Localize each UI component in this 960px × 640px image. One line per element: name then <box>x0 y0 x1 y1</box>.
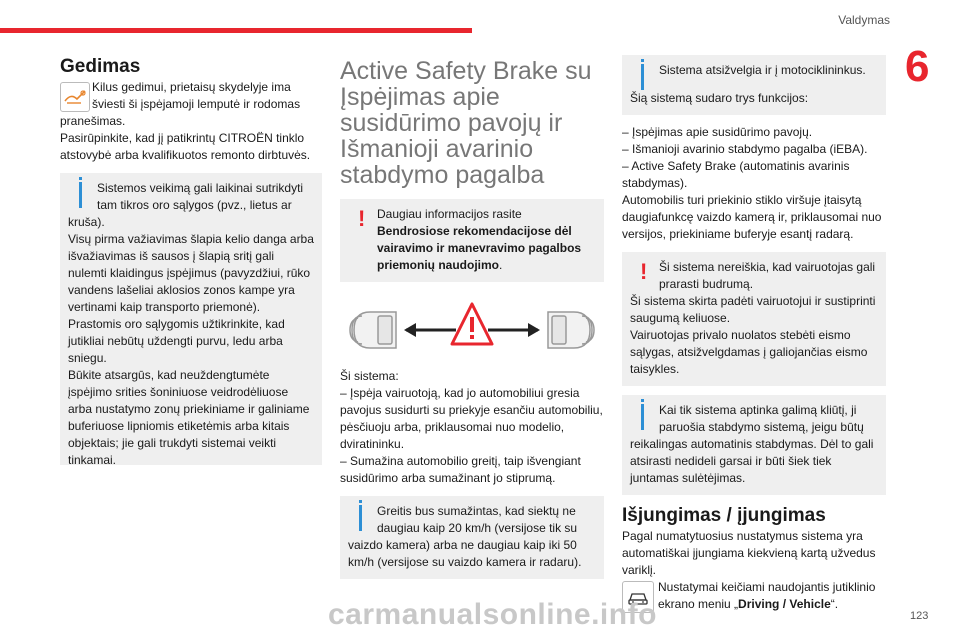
section-title: Valdymas <box>838 13 890 27</box>
header-accent-bar <box>0 28 472 33</box>
info-box-motorcyclists <box>622 55 886 115</box>
speed-text: vaizdo kamera) arba ne daugiau kaip iki 50 km/h (versijose su vaizdo kamera ir radaru). <box>348 538 582 569</box>
brake-prep-line-2: paruošia stabdymo sistemą, jeigu būtų <box>659 420 864 434</box>
info-text-d: Būkite atsargūs, kad neuždengtumėte įspėjimo srities šoniniuose veidrodėliuose arba nustatymo zonų priekiniame ir galiniame buferiuose lipniomis etiketėmis arba kitais objektais; jie gali trukdyti sistemai veikti tinkamai. <box>68 368 310 467</box>
warning-exclamation-icon: ! <box>640 259 648 284</box>
warning-lamp-row <box>60 79 322 113</box>
vigilance-line-2: prarasti budrumą. <box>659 277 754 291</box>
info-box-speed <box>340 496 604 579</box>
motorcyclists-text: Sistema atsižvelgia ir į motociklininkus. <box>659 63 866 77</box>
info-line-1: Sistemos veikimą gali laikinai sutrikdyti <box>97 181 304 195</box>
info-box-weather <box>60 173 322 465</box>
warning-box-vigilance <box>622 252 886 386</box>
info-text-a: kruša). <box>68 215 105 229</box>
function-1: – Įspėjimas apie susidūrimo pavojų. <box>622 125 813 139</box>
settings-suffix: “. <box>830 597 839 611</box>
brake-prep-text: reikalingas automatinis stabdymas. Dėl to gali atsirasti nedideli garsai ir būti šiek tiek juntamas sulėtėjimas. <box>630 437 874 485</box>
warning-exclamation-icon: ! <box>358 206 366 231</box>
intro-line-2: šviesti ši įspėjamoji lemputė ir rodomas <box>92 97 301 111</box>
intro-line-3: pranešimas. <box>60 114 126 128</box>
left-column <box>60 58 322 465</box>
system-bullet-1: – Įspėja vairuotoją, kad jo automobiliui gresia pavojus susidurti su priekyje esančiu automobiliu, pėsčiuoju arba, priklausomai nuo modelio, dviratininku. <box>340 386 603 451</box>
vigilance-line-1: Ši sistema nereiškia, kad vairuotojas gali <box>659 260 876 274</box>
warn-bold-text: Bendrosiose rekomendacijose dėl vairavimo ir manevravimo pagalbos priemonių naudojimo <box>377 224 582 272</box>
vigilance-text-b: Vairuotojas privalo nuolatos stebėti eismo sąlygas, atsižvelgdamas į galiojančias eismo taisykles. <box>630 328 868 376</box>
section-heading-gedimas: Gedimas <box>60 56 141 77</box>
chapter-number: 6 <box>905 42 930 91</box>
function-3: – Active Safety Brake (automatinis avarinis stabdymas). <box>622 159 850 190</box>
settings-prefix: ekrano meniu „ <box>658 597 739 611</box>
functions-intro: Šią sistemą sudaro trys funkcijos: <box>630 91 809 105</box>
section-heading-asb: Active Safety Brake su Įspėjimas apie susidūrimo pavojų ir Išmanioji avarinio stabdymo pagalba <box>340 57 592 189</box>
warning-lamp-icon <box>60 82 90 112</box>
warn-period: . <box>499 258 503 272</box>
section-heading-toggle: Išjungimas / įjungimas <box>622 505 826 526</box>
warning-box-recommendations <box>340 199 604 282</box>
info-bar <box>79 182 82 208</box>
function-2: – Išmanioji avarinio stabdymo pagalba (iEBA). <box>622 142 868 156</box>
collision-illustration <box>340 290 604 360</box>
info-box-brake-prep <box>622 395 886 495</box>
settings-menu-vehicle: Vehicle <box>789 597 831 611</box>
intro-line-4: Pasirūpinkite, kad jį patikrintų CITROËN tinklo atstovybė arba kvalifikuotos remonto dirbtuvės. <box>60 131 311 162</box>
settings-menu-driving: Driving <box>738 597 780 611</box>
middle-column <box>340 58 604 579</box>
speed-line-1: Greitis bus sumažintas, kad siektų ne <box>377 504 576 518</box>
info-bar <box>359 505 362 531</box>
info-bar <box>641 64 644 90</box>
intro-line-1: Kilus gedimui, prietaisų skydelyje ima <box>92 80 291 94</box>
info-icon <box>79 177 82 180</box>
camera-text: Automobilis turi priekinio stiklo viršuje įtaisytą daugiafunkcę vaizdo kamerą ir, priklausomai nuo versijos, priekiniame buferyje esantį radarą. <box>622 193 882 241</box>
settings-separator: / <box>779 597 790 611</box>
settings-line-1: Nustatymai keičiami naudojantis jutiklinio <box>658 580 876 594</box>
info-text-c: Prastomis oro sąlygomis užtikrinkite, kad jutikliai nebūtų uždengti purvu, ledu arba sniegu. <box>68 317 285 365</box>
system-intro: Ši sistema: <box>340 369 399 383</box>
info-icon <box>359 500 362 503</box>
system-bullet-2: – Sumažina automobilio greitį, taip išvengiant susidūrimo arba sumažinant jo stiprumą. <box>340 454 581 485</box>
info-line-2: tam tikros oro sąlygos (pvz., lietus ar <box>97 198 292 212</box>
info-bar <box>641 404 644 430</box>
page-number: 123 <box>910 610 929 622</box>
info-text-b: Visų pirma važiavimas šlapia kelio danga arba išvažiavimas iš sausos į šlapią sritį gali nulemti klaidingus įspėjimus (pavyzdžiui, rūko vandens lašeliai aklosios zonos kampe yra vertinami kaip transporto priemonė). <box>68 232 314 314</box>
brake-prep-line-1: Kai tik sistema aptinka galimą kliūtį, ji <box>659 403 857 417</box>
vigilance-text-a: Ši sistema skirta padėti vairuotojui ir sustiprinti saugumą keliuose. <box>630 294 876 325</box>
info-icon <box>641 399 644 402</box>
settings-row <box>622 579 886 613</box>
right-column <box>622 55 886 613</box>
warn-line-1: Daugiau informacijos rasite <box>377 207 522 221</box>
car-collision-icon <box>340 290 604 360</box>
speed-line-2: daugiau kaip 20 km/h (versijose tik su <box>377 521 578 535</box>
default-text: Pagal numatytuosius nustatymus sistema yra automatiškai įjungiama kiekvieną kartą užvedus variklį. <box>622 529 876 577</box>
info-icon <box>641 59 644 62</box>
settings-line-2 <box>658 596 886 613</box>
watermark: carmanualsonline.info <box>328 598 657 631</box>
